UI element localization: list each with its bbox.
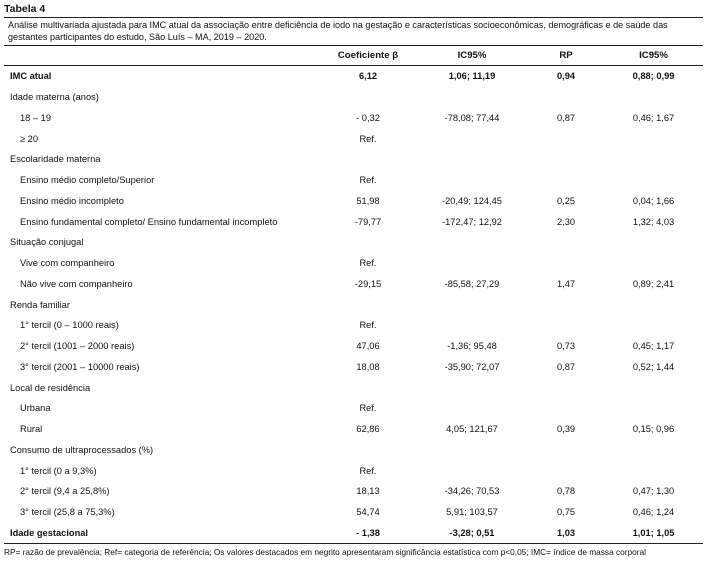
row-label: 1° tercil (0 – 1000 reais) (20, 320, 119, 331)
header-row (4, 46, 703, 66)
table-row (4, 481, 703, 502)
cell-ci-prevalence-ratio: 0,45; 1,17 (632, 341, 675, 352)
cell-ci-coefficient (416, 294, 528, 315)
row-label: Escolaridade materna (10, 154, 101, 165)
row-label: Idade gestacional (4, 523, 320, 544)
cell-ci-prevalence-ratio (604, 377, 703, 398)
table-row (4, 419, 703, 440)
cell-prevalence-ratio (528, 253, 604, 274)
cell-ci-coefficient: 5,91; 103,57 (446, 507, 498, 518)
cell-prevalence-ratio (528, 315, 604, 336)
cell-ci-prevalence-ratio: 0,52; 1,44 (632, 361, 675, 372)
row-label: Ensino médio completo/Superior (20, 175, 155, 186)
cell-coefficient: Ref. (359, 133, 377, 144)
table-row (4, 440, 703, 461)
row-label: 1° tercil (0 a 9,3%) (20, 465, 97, 476)
table-row (4, 66, 703, 87)
cell-ci-prevalence-ratio: 0,15; 0,96 (632, 424, 675, 435)
table-row (4, 211, 703, 232)
cell-coefficient: Ref. (359, 320, 377, 331)
table-row (4, 294, 703, 315)
row-label: IMC atual (10, 71, 52, 82)
cell-ci-coefficient: -172,47; 12,92 (442, 216, 502, 227)
cell-ci-coefficient (416, 253, 528, 274)
cell-ci-coefficient (416, 170, 528, 191)
cell-prevalence-ratio (528, 170, 604, 191)
cell-prevalence-ratio (528, 377, 604, 398)
table-row (4, 128, 703, 149)
header-label (4, 46, 320, 66)
cell-ci-prevalence-ratio: 1,32; 4,03 (632, 216, 675, 227)
row-label: ≥ 20 (20, 133, 39, 144)
table-row (4, 232, 703, 253)
cell-coefficient: 6,12 (358, 71, 378, 82)
cell-prevalence-ratio: 0,78 (556, 486, 576, 497)
row-label: Não vive com companheiro (20, 278, 133, 289)
cell-ci-coefficient (416, 87, 528, 108)
cell-ci-coefficient: -34,26; 70,53 (444, 486, 500, 497)
cell-coefficient (320, 377, 416, 398)
cell-ci-coefficient: -78,08; 77,44 (444, 112, 500, 123)
cell-prevalence-ratio: 0,87 (556, 112, 576, 123)
cell-coefficient (320, 294, 416, 315)
cell-coefficient: -79,77 (354, 216, 382, 227)
header-ci-prevalence-ratio: IC95% (604, 46, 703, 66)
table-row (4, 377, 703, 398)
cell-coefficient: 51,98 (356, 195, 380, 206)
cell-ci-coefficient (416, 232, 528, 253)
cell-ci-prevalence-ratio (604, 440, 703, 461)
cell-coefficient: Ref. (359, 258, 377, 269)
row-label: 3° tercil (25,8 a 75,3%) (20, 507, 115, 518)
cell-coefficient (320, 87, 416, 108)
cell-coefficient: 47,06 (356, 341, 380, 352)
cell-coefficient: - 0,32 (356, 112, 380, 123)
cell-ci-prevalence-ratio (604, 315, 703, 336)
cell-ci-coefficient: -20,49; 124,45 (442, 195, 502, 206)
cell-ci-coefficient: 1,06; 11,19 (448, 71, 496, 82)
cell-coefficient (320, 440, 416, 461)
table-row (4, 149, 703, 170)
table-footnote: RP= razão de prevalência; Ref= categoria de referência; Os valores destacados em negrito apresentaram significância estatística com p<0,05; IMC= índice de massa corporal (4, 547, 646, 558)
header-ci-coefficient: IC95% (416, 46, 528, 66)
cell-ci-prevalence-ratio: 1,01; 1,05 (604, 523, 703, 544)
cell-coefficient: -29,15 (354, 278, 382, 289)
table-row (4, 191, 703, 212)
table-row (4, 502, 703, 523)
cell-prevalence-ratio (528, 149, 604, 170)
cell-prevalence-ratio: 0,39 (556, 424, 576, 435)
row-label: Urbana (20, 403, 51, 414)
cell-ci-prevalence-ratio: 0,89; 2,41 (632, 278, 675, 289)
table-label: Tabela 4 (4, 3, 46, 15)
cell-coefficient: 62,86 (356, 424, 380, 435)
cell-prevalence-ratio: 2,30 (556, 216, 576, 227)
cell-prevalence-ratio (528, 128, 604, 149)
table-figure (4, 2, 703, 557)
cell-prevalence-ratio: 1,03 (528, 523, 604, 544)
row-label: Situação conjugal (10, 237, 84, 248)
row-label: Ensino fundamental completo/ Ensino fundamental incompleto (20, 216, 278, 227)
table-row (4, 274, 703, 295)
row-label: Rural (20, 424, 43, 435)
table-row (4, 523, 703, 544)
cell-ci-coefficient: -35,90; 72,07 (444, 361, 500, 372)
cell-ci-prevalence-ratio (604, 253, 703, 274)
cell-ci-prevalence-ratio (604, 87, 703, 108)
row-label: Idade materna (anos) (10, 92, 99, 103)
header-coefficient: Coeficiente β (320, 46, 416, 66)
cell-coefficient: Ref. (359, 465, 377, 476)
cell-prevalence-ratio (528, 87, 604, 108)
row-label: Ensino médio incompleto (20, 195, 124, 206)
cell-ci-coefficient (416, 128, 528, 149)
cell-coefficient: 54,74 (356, 507, 380, 518)
cell-ci-coefficient: -1,36; 95,48 (447, 341, 497, 352)
cell-coefficient (320, 149, 416, 170)
cell-prevalence-ratio (528, 294, 604, 315)
table-caption: Análise multivariada ajustada para IMC atual da associação entre deficiência de iodo na gestação e características socioeconômicas, demográficas e de saúde das gestantes participantes do estudo, São Luís – MA, 2019 – 2020. (4, 17, 703, 46)
cell-prevalence-ratio (528, 398, 604, 419)
row-label: 18 – 19 (20, 112, 52, 123)
cell-ci-prevalence-ratio: 0,46; 1,24 (632, 507, 675, 518)
table-row (4, 336, 703, 357)
cell-prevalence-ratio (528, 440, 604, 461)
cell-ci-coefficient (416, 315, 528, 336)
cell-ci-coefficient: -3,28; 0,51 (416, 523, 528, 544)
cell-coefficient: Ref. (359, 175, 377, 186)
cell-ci-coefficient (416, 149, 528, 170)
table-row (4, 398, 703, 419)
cell-ci-coefficient: -85,58; 27,29 (444, 278, 500, 289)
cell-ci-coefficient (416, 460, 528, 481)
cell-ci-prevalence-ratio: 0,46; 1,67 (632, 112, 675, 123)
cell-coefficient: - 1,38 (320, 523, 416, 544)
table-row (4, 170, 703, 191)
cell-prevalence-ratio: 0,94 (556, 71, 576, 82)
table-row (4, 460, 703, 481)
row-label: Vive com companheiro (20, 258, 115, 269)
cell-ci-prevalence-ratio (604, 232, 703, 253)
row-label: 2° tercil (9,4 a 25,8%) (20, 486, 110, 497)
cell-prevalence-ratio: 0,73 (556, 341, 576, 352)
row-label: Consumo de ultraprocessados (%) (10, 444, 154, 455)
cell-ci-prevalence-ratio (604, 294, 703, 315)
cell-ci-prevalence-ratio (604, 398, 703, 419)
table-row (4, 357, 703, 378)
row-label: 3° tercil (2001 – 10000 reais) (20, 361, 140, 372)
cell-coefficient: 18,13 (356, 486, 380, 497)
cell-ci-prevalence-ratio (604, 170, 703, 191)
table-row (4, 87, 703, 108)
cell-ci-prevalence-ratio (604, 149, 703, 170)
cell-prevalence-ratio (528, 232, 604, 253)
cell-ci-prevalence-ratio (604, 128, 703, 149)
cell-ci-coefficient (416, 440, 528, 461)
cell-coefficient: Ref. (359, 403, 377, 414)
cell-ci-coefficient (416, 398, 528, 419)
cell-ci-prevalence-ratio (604, 460, 703, 481)
table-row (4, 253, 703, 274)
cell-ci-coefficient (416, 377, 528, 398)
cell-prevalence-ratio: 1,47 (556, 278, 576, 289)
cell-prevalence-ratio: 0,87 (556, 361, 576, 372)
row-label: 2° tercil (1001 – 2000 reais) (20, 341, 135, 352)
cell-ci-coefficient: 4,05; 121,67 (446, 424, 498, 435)
table-row (4, 108, 703, 129)
cell-ci-prevalence-ratio: 0,47; 1,30 (632, 486, 675, 497)
cell-ci-prevalence-ratio: 0,04; 1,66 (632, 195, 675, 206)
cell-prevalence-ratio: 0,75 (556, 507, 576, 518)
results-table (4, 46, 703, 544)
row-label: Local de residência (10, 382, 91, 393)
header-prevalence-ratio: RP (528, 46, 604, 66)
cell-ci-prevalence-ratio: 0,88; 0,99 (632, 71, 675, 82)
cell-coefficient (320, 232, 416, 253)
cell-coefficient: 18,08 (356, 361, 380, 372)
table-row (4, 315, 703, 336)
cell-prevalence-ratio: 0,25 (556, 195, 576, 206)
cell-prevalence-ratio (528, 460, 604, 481)
row-label: Renda familiar (10, 299, 70, 310)
